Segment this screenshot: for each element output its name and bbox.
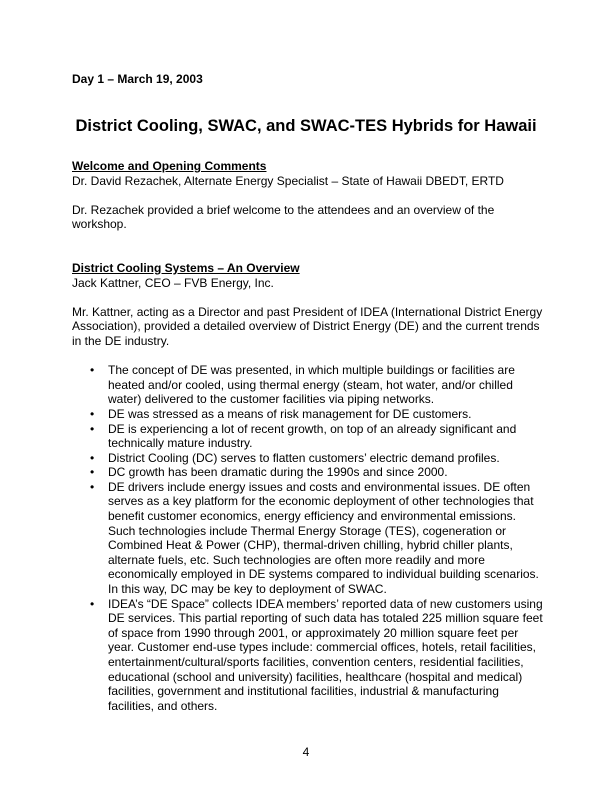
bullet-list <box>72 363 544 713</box>
bullet-icon: • <box>90 363 95 378</box>
list-item <box>72 422 544 451</box>
bullet-icon: • <box>90 421 95 436</box>
document-body <box>72 159 544 713</box>
list-item <box>72 597 544 714</box>
section-paragraph: Mr. Kattner, acting as a Director and past President of IDEA (International District Energy Association), provided a detailed overview of District Energy (DE) and the current trends in the DE industry. <box>72 304 543 348</box>
list-item <box>72 480 544 597</box>
day-header: Day 1 – March 19, 2003 <box>72 72 203 86</box>
section-spacer <box>72 232 544 261</box>
speaker-line: Jack Kattner, CEO – FVB Energy, Inc. <box>72 275 274 290</box>
list-item-text: District Cooling (DC) serves to flatten customers’ electric demand profiles. <box>108 450 500 465</box>
list-item-text: DC growth has been dramatic during the 1990s and since 2000. <box>108 465 448 480</box>
list-item <box>72 465 544 480</box>
section-heading: Welcome and Opening Comments <box>72 159 267 173</box>
list-item-text: IDEA’s “DE Space” collects IDEA members’ reported data of new customers using DE services. This partial reporting of such data has totaled 225 million square feet of space from 1990 through 2001, or approximately 20 million square feet per year. Customer end-use types include: commercial offices, hotels, retail facilities, entertainment/cultural/sports facilities, convention centers, residential facilities, educational (school and university) facilities, healthcare (hospital and medical) facilities, government and institutional facilities, industrial & manufacturing facilities, and others. <box>108 596 543 713</box>
speaker-line: Dr. David Rezachek, Alternate Energy Specialist – State of Hawaii DBEDT, ERTD <box>72 173 504 188</box>
list-item <box>72 451 544 466</box>
document-title: District Cooling, SWAC, and SWAC-TES Hybrids for Hawaii <box>75 117 537 135</box>
section-paragraph: Dr. Rezachek provided a brief welcome to the attendees and an overview of the workshop. <box>72 202 495 232</box>
list-item <box>72 407 544 422</box>
section-welcome <box>72 159 544 232</box>
list-item <box>72 363 544 407</box>
section-district-cooling <box>72 261 544 713</box>
bullet-icon: • <box>90 465 95 480</box>
list-item-text: DE was stressed as a means of risk management for DE customers. <box>108 406 472 421</box>
bullet-icon: • <box>90 450 95 465</box>
section-heading: District Cooling Systems – An Overview <box>72 260 300 275</box>
bullet-icon: • <box>90 406 95 421</box>
bullet-icon: • <box>90 479 95 494</box>
bullet-icon: • <box>90 596 95 611</box>
page-number: 4 <box>302 745 310 759</box>
list-item-text: The concept of DE was presented, in which multiple buildings or facilities are heated and/or cooled, using thermal energy (steam, hot water, and/or chilled water) delivered to the customer facilities via piping networks. <box>108 363 515 407</box>
list-item-text: DE is experiencing a lot of recent growth, on top of an already significant and technically mature industry. <box>108 421 517 451</box>
list-item-text: DE drivers include energy issues and costs and environmental issues. DE often serves as a key platform for the economic deployment of other technologies that benefit customer economics, energy efficiency and environmental emissions. Such technologies include Thermal Energy Storage (TES), cogeneration or Combined Heat & Power (CHP), thermal-driven chilling, hybrid chiller plants, alternate fuels, etc. Such technologies are often more readily and more economically employed in DE systems compared to individual building scenarios. In this way, DC may be key to deployment of SWAC. <box>108 479 539 597</box>
